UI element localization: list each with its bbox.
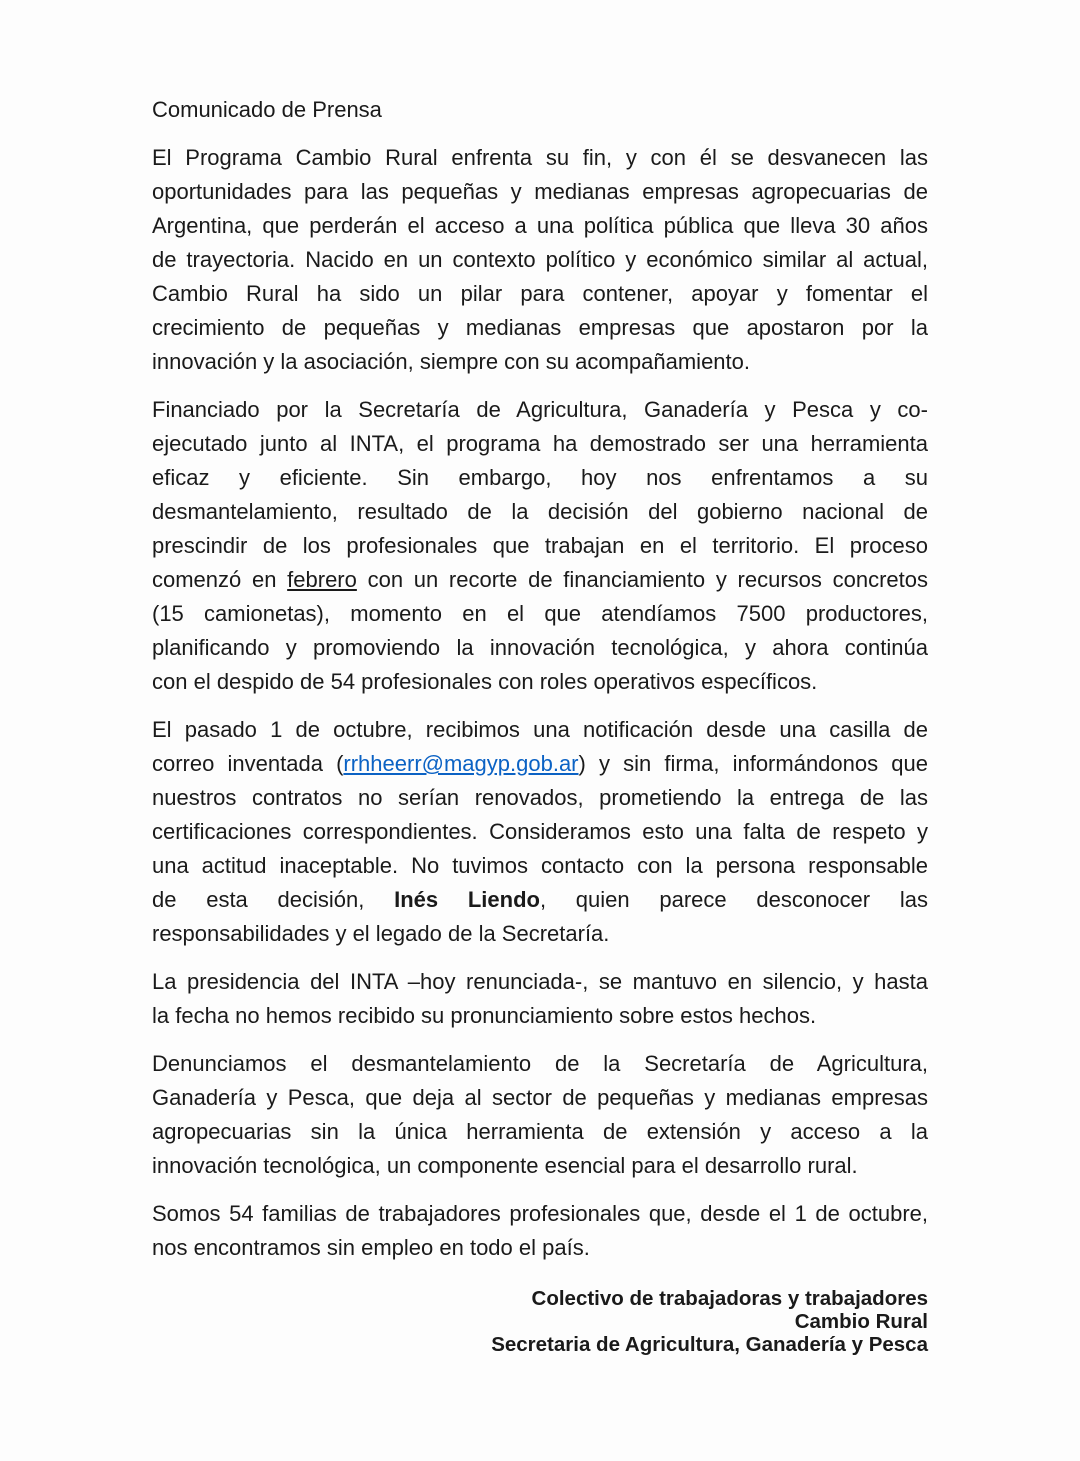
text-run: planificando y promoviendo la innovación tecnológica, y ahora continúa	[152, 635, 928, 660]
document-title: Comunicado de Prensa	[152, 97, 382, 122]
signature-block	[152, 1287, 928, 1356]
text-run: La presidencia del INTA –hoy renunciada-, se mantuvo en silencio, y hasta	[152, 969, 928, 994]
text-line	[152, 597, 928, 631]
text-run: eficaz y eficiente. Sin embargo, hoy nos enfrentamos a su	[152, 465, 928, 490]
text-line	[152, 815, 928, 849]
text-run: innovación tecnológica, un componente esencial para el desarrollo rural.	[152, 1153, 858, 1178]
paragraph-2	[152, 393, 928, 699]
bold-text: Inés Liendo	[394, 887, 540, 912]
text-line	[152, 781, 928, 815]
signature-line-collective: Colectivo de trabajadoras y trabajadores	[531, 1287, 928, 1310]
text-line	[152, 209, 928, 243]
text-line	[152, 665, 928, 699]
text-run: con el despido de 54 profesionales con roles operativos específicos.	[152, 669, 818, 694]
text-line	[152, 1047, 928, 1081]
document-body	[152, 93, 928, 1356]
paragraph-6	[152, 1197, 928, 1265]
text-run: ) y sin firma, informándonos que	[578, 751, 928, 776]
text-run: la fecha no hemos recibido su pronunciamiento sobre estos hechos.	[152, 1003, 817, 1028]
text-line	[152, 311, 928, 345]
text-line	[152, 1197, 928, 1231]
text-run: comenzó en	[152, 567, 288, 592]
text-line	[152, 243, 928, 277]
text-line	[152, 965, 928, 999]
text-run: El pasado 1 de octubre, recibimos una notificación desde una casilla de	[152, 717, 928, 742]
text-line	[152, 747, 928, 781]
text-line	[152, 563, 928, 597]
underlined-text: febrero	[287, 567, 357, 592]
text-run: Cambio Rural ha sido un pilar para contener, apoyar y fomentar el	[152, 281, 928, 306]
text-run: Denunciamos el desmantelamiento de la Secretaría de Agricultura,	[152, 1051, 928, 1076]
text-run: oportunidades para las pequeñas y medianas empresas agropecuarias de	[152, 179, 928, 204]
text-line	[152, 1231, 928, 1265]
text-run: innovación y la asociación, siempre con su acompañamiento.	[152, 349, 750, 374]
text-line	[152, 175, 928, 209]
text-run: (15 camionetas), momento en el que atendíamos 7500 productores,	[152, 601, 928, 626]
text-line	[152, 1149, 928, 1183]
paragraphs	[152, 141, 928, 1265]
text-line	[152, 495, 928, 529]
text-run: Argentina, que perderán el acceso a una política pública que lleva 30 años	[152, 213, 928, 238]
text-line	[152, 1081, 928, 1115]
text-line	[152, 393, 928, 427]
text-run: Financiado por la Secretaría de Agricultura, Ganadería y Pesca y co-	[152, 397, 928, 422]
text-line	[152, 713, 928, 747]
text-run: crecimiento de pequeñas y medianas empresas que apostaron por la	[152, 315, 928, 340]
email-link[interactable]: rrhheerr@magyp.gob.ar	[343, 751, 579, 776]
paragraph-5	[152, 1047, 928, 1183]
text-run: prescindir de los profesionales que trabajan en el territorio. El proceso	[152, 533, 928, 558]
text-run: de esta decisión,	[152, 887, 395, 912]
paragraph-1	[152, 141, 928, 379]
text-line	[152, 999, 928, 1033]
text-run: , quien parece desconocer las	[539, 887, 928, 912]
text-run: correo inventada (	[152, 751, 344, 776]
text-run: Somos 54 familias de trabajadores profesionales que, desde el 1 de octubre,	[152, 1201, 928, 1226]
paragraph-4	[152, 965, 928, 1033]
text-run: nuestros contratos no serían renovados, prometiendo la entrega de las	[152, 785, 928, 810]
text-run: Ganadería y Pesca, que deja al sector de pequeñas y medianas empresas	[152, 1085, 928, 1110]
text-line	[152, 631, 928, 665]
text-run: desmantelamiento, resultado de la decisión del gobierno nacional de	[152, 499, 928, 524]
paragraph-3	[152, 713, 928, 951]
text-line	[152, 917, 928, 951]
signature-line-program: Cambio Rural	[794, 1310, 928, 1333]
text-run: certificaciones correspondientes. Consideramos esto una falta de respeto y	[152, 819, 928, 844]
text-run: El Programa Cambio Rural enfrenta su fin, y con él se desvanecen las	[152, 145, 928, 170]
text-line	[152, 277, 928, 311]
text-line	[152, 529, 928, 563]
text-line	[152, 1115, 928, 1149]
text-run: responsabilidades y el legado de la Secretaría.	[152, 921, 610, 946]
text-line	[152, 849, 928, 883]
text-run: nos encontramos sin empleo en todo el país.	[152, 1235, 590, 1260]
text-run: una actitud inaceptable. No tuvimos contacto con la persona responsable	[152, 853, 928, 878]
text-run: de trayectoria. Nacido en un contexto político y económico similar al actual,	[152, 247, 928, 272]
text-line	[152, 883, 928, 917]
text-line	[152, 141, 928, 175]
text-run: con un recorte de financiamiento y recursos concretos	[356, 567, 928, 592]
text-line	[152, 427, 928, 461]
signature-line-secretariat: Secretaria de Agricultura, Ganadería y Pesca	[491, 1333, 928, 1356]
text-run: agropecuarias sin la única herramienta de extensión y acceso a la	[152, 1119, 928, 1144]
text-run: ejecutado junto al INTA, el programa ha demostrado ser una herramienta	[152, 431, 928, 456]
text-line	[152, 345, 928, 379]
text-line	[152, 461, 928, 495]
